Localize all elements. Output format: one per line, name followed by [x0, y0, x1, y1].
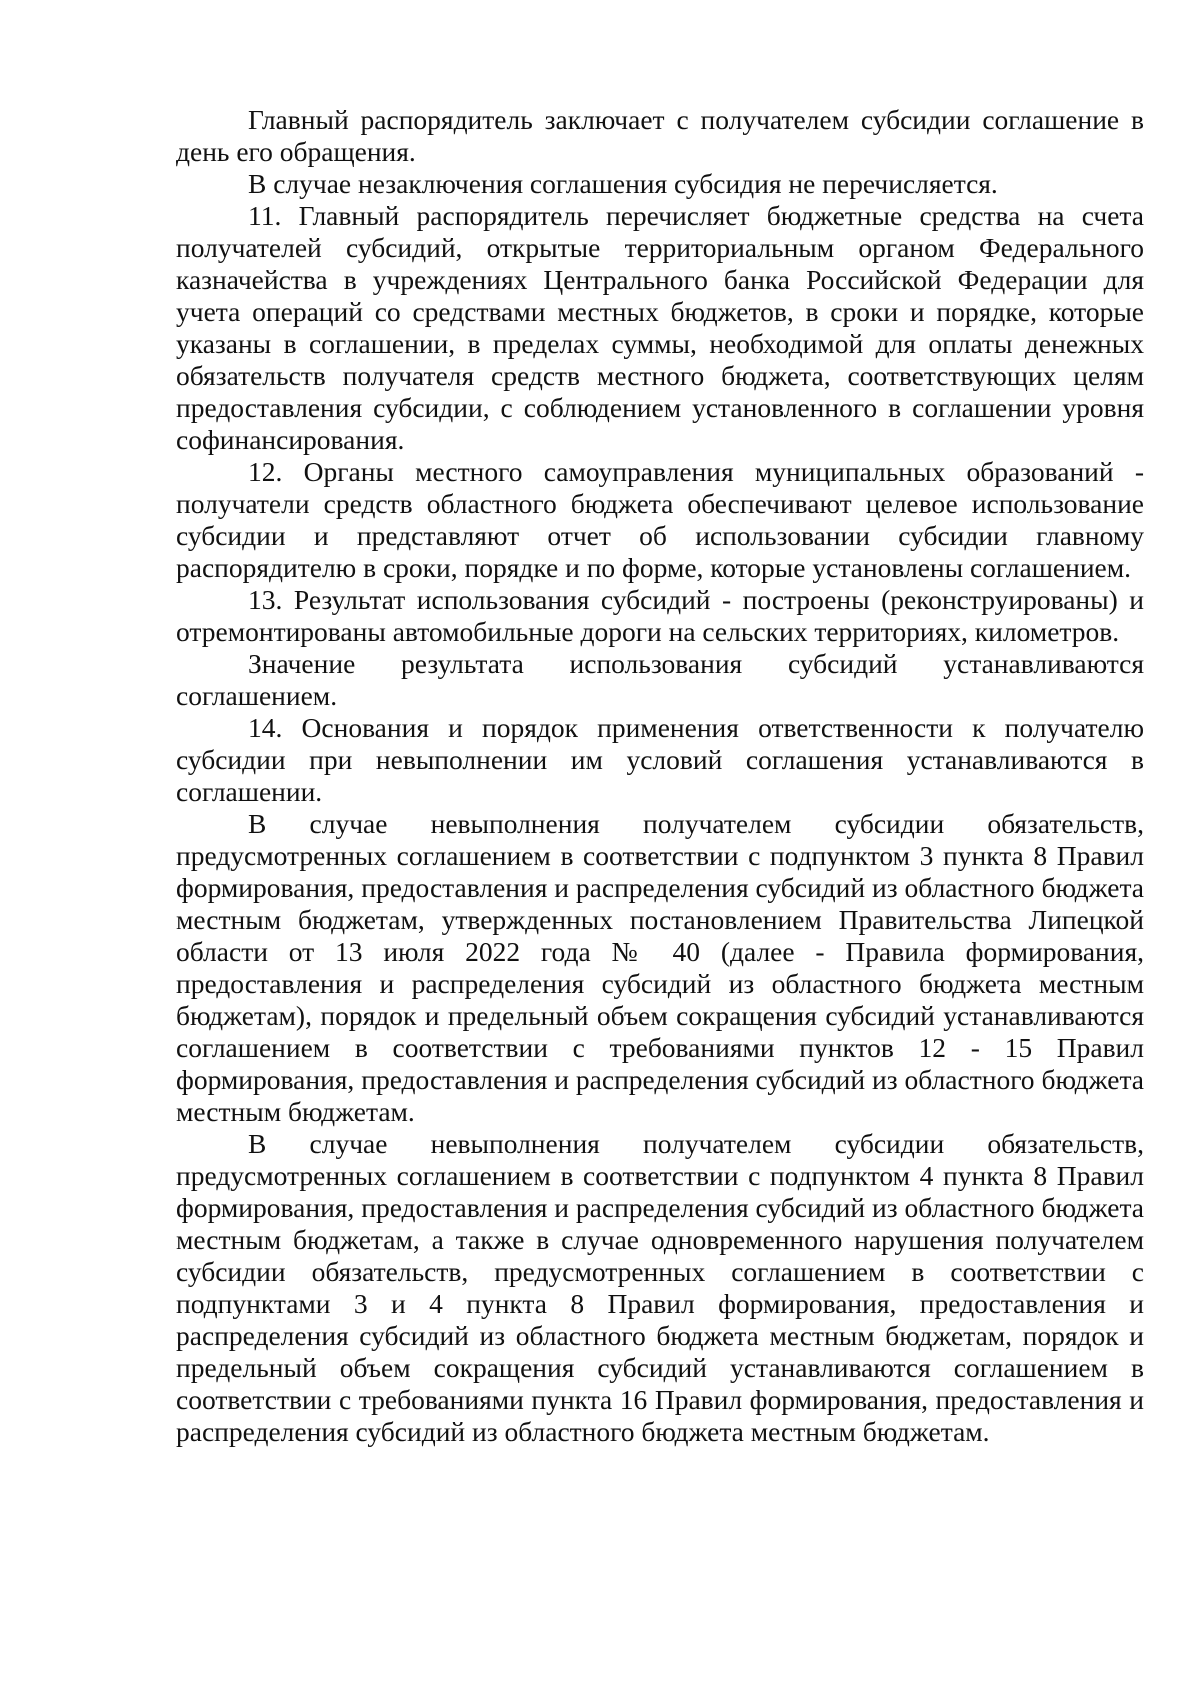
paragraph-item-14: 14. Основания и порядок применения ответственности к получателю субсидии при невыполнении им условий соглашения устанавливаются в соглашении.: [176, 712, 1144, 807]
paragraph-item-12: 12. Органы местного самоуправления муниципальных образований - получатели средств областного бюджета обеспечивают целевое использование субсидии и представляют отчет об использовании субсидии главному распорядителю в сроки, порядке и по форме, которые установлены соглашением.: [176, 456, 1144, 583]
document-page: [176, 104, 1144, 1448]
paragraph-agreement-conclusion: Главный распорядитель заключает с получателем субсидии соглашение в день его обращения.: [176, 104, 1144, 167]
paragraph-result-value: Значение результата использования субсидий устанавливаются соглашением.: [176, 648, 1144, 711]
paragraph-subpoint-3-breach: В случае невыполнения получателем субсидии обязательств, предусмотренных соглашением в соответствии с подпунктом 3 пункта 8 Правил формирования, предоставления и распределения субсидий из областного бюджета местным бюджетам, утвержденных постановлением Правительства Липецкой области от 13 июля 2022 года № 40 (далее - Правила формирования, предоставления и распределения субсидий из областного бюджета местным бюджетам), порядок и предельный объем сокращения субсидий устанавливаются соглашением в соответствии с требованиями пунктов 12 - 15 Правил формирования, предоставления и распределения субсидий из областного бюджета местным бюджетам.: [176, 808, 1144, 1127]
paragraph-subpoint-4-breach: В случае невыполнения получателем субсидии обязательств, предусмотренных соглашением в соответствии с подпунктом 4 пункта 8 Правил формирования, предоставления и распределения субсидий из областного бюджета местным бюджетам, а также в случае одновременного нарушения получателем субсидии обязательств, предусмотренных соглашением в соответствии с подпунктами 3 и 4 пункта 8 Правил формирования, предоставления и распределения субсидий из областного бюджета местным бюджетам, порядок и предельный объем сокращения субсидий устанавливаются соглашением в соответствии с требованиями пункта 16 Правил формирования, предоставления и распределения субсидий из областного бюджета местным бюджетам.: [176, 1128, 1144, 1447]
paragraph-item-13: 13. Результат использования субсидий - построены (реконструированы) и отремонтированы автомобильные дороги на сельских территориях, километров.: [176, 584, 1144, 647]
paragraph-no-agreement: В случае незаключения соглашения субсидия не перечисляется.: [248, 168, 998, 199]
paragraph-item-11: 11. Главный распорядитель перечисляет бюджетные средства на счета получателей субсидий, открытые территориальным органом Федерального казначейства в учреждениях Центрального банка Российской Федерации для учета операций со средствами местных бюджетов, в сроки и порядке, которые указаны в соглашении, в пределах суммы, необходимой для оплаты денежных обязательств получателя средств местного бюджета, соответствующих целям предоставления субсидии, с соблюдением установленного в соглашении уровня софинансирования.: [176, 200, 1144, 455]
